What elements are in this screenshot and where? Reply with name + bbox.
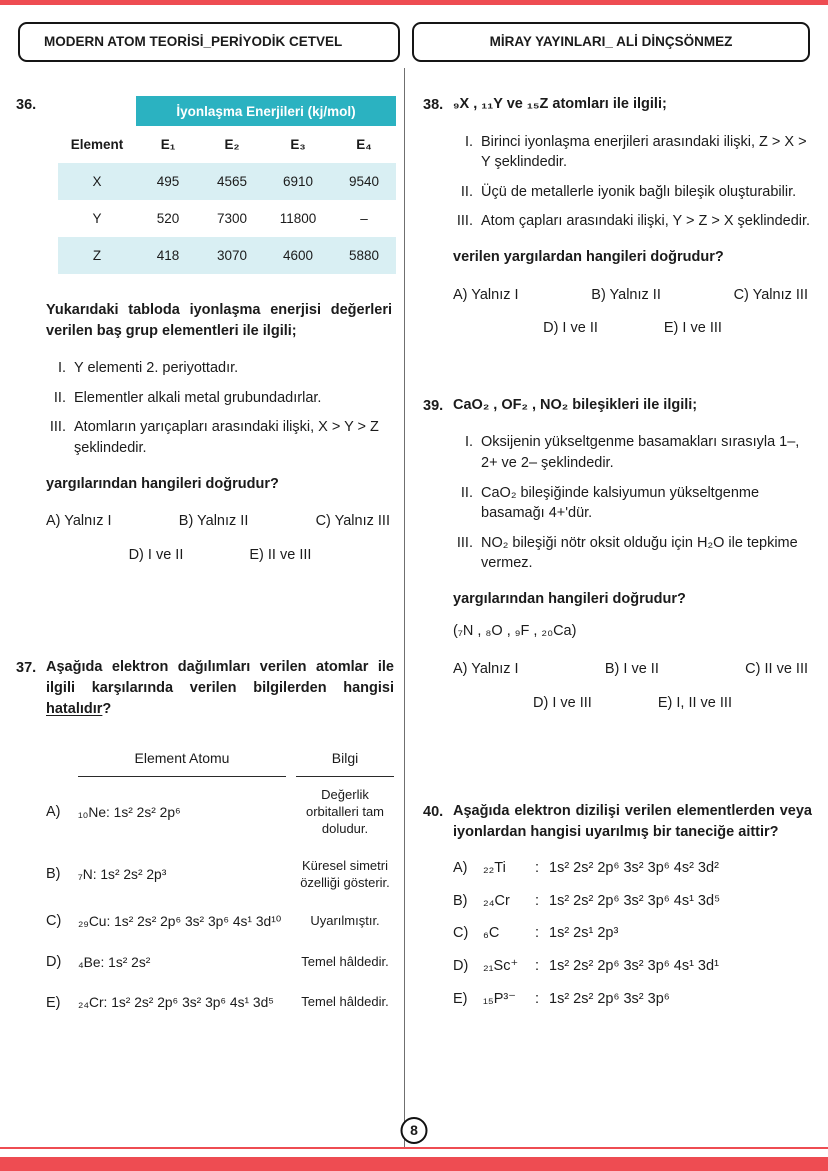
- statement-iii: [46, 417, 394, 458]
- option-letter: B): [46, 866, 61, 883]
- table-cell: 9540: [332, 163, 396, 200]
- question-39-body: [453, 395, 812, 713]
- option-b: [453, 891, 812, 912]
- page-number-badge: [401, 1117, 428, 1144]
- option-a: A) Yalnız I: [46, 513, 112, 530]
- statement-i: [453, 132, 812, 173]
- table-cell: 418: [136, 237, 200, 274]
- question-36-statements: [46, 358, 394, 458]
- header-text: Aşağıda elektron dağılımları verilen atomlar ile ilgili karşılarında verilen bilgilerden hangisi: [46, 659, 394, 696]
- statement-text: Birinci iyonlaşma enerjileri arasındaki ilişki, Z > X > Y şeklindedir.: [481, 133, 807, 171]
- bottom-thin-red-line: [0, 1147, 828, 1149]
- table-cell: Y: [58, 200, 136, 237]
- question-40: [423, 801, 812, 1009]
- question-39-statements: [453, 432, 812, 573]
- option-configuration: 1s² 2s² 2p⁶ 3s² 3p⁶ 4s² 3d²: [549, 860, 719, 877]
- statement-numeral: III.: [456, 213, 473, 230]
- statement-ii: [453, 483, 812, 524]
- option-letter: D): [46, 954, 62, 970]
- statement-text: Atom çapları arasındaki ilişki, Y > Z > X şeklindedir.: [481, 213, 811, 230]
- option-info: Uyarılmıştır.: [310, 913, 380, 929]
- table-cell: 5880: [332, 237, 396, 274]
- option-configuration: 1s² 2s¹ 2p³: [549, 925, 619, 942]
- option-c: [453, 923, 812, 944]
- table-cell: Z: [58, 237, 136, 274]
- question-36-stem: yargılarından hangileri doğrudur?: [46, 475, 279, 492]
- option-letter: E): [46, 994, 61, 1011]
- options-row-2: [453, 693, 812, 714]
- table-cell: 3070: [200, 237, 264, 274]
- two-column-layout: [0, 68, 828, 1148]
- table-header-element-atomu: Element Atomu: [78, 749, 286, 777]
- option-formula: ₂₉Cu: 1s² 2s² 2p⁶ 3s² 3p⁶ 4s¹ 3d¹⁰: [78, 913, 282, 929]
- statement-text: CaO₂ bileşiğinde kalsiyumun yükseltgenme basamağı 4+'dür.: [481, 484, 760, 522]
- question-38-number: 38.: [423, 97, 444, 114]
- option-info: Küresel simetri özelliği gösterir.: [300, 857, 390, 890]
- statement-numeral: I.: [57, 360, 66, 377]
- option-formula: ₇N: 1s² 2s² 2p³: [78, 866, 167, 882]
- left-column: [16, 68, 404, 1148]
- option-formula: ₄Be: 1s² 2s²: [78, 954, 151, 970]
- question-37-header: [46, 657, 394, 719]
- table-cell: 520: [136, 200, 200, 237]
- statement-text: Elementler alkali metal grubundadırlar.: [74, 389, 322, 406]
- page-number: 8: [410, 1121, 418, 1138]
- option-d: D) I ve III: [533, 694, 592, 711]
- electron-configuration-table: [46, 749, 394, 1023]
- option-c: C) II ve III: [745, 660, 808, 677]
- table-cell: –: [332, 200, 396, 237]
- table-header-spacer: [46, 749, 78, 777]
- statement-numeral: I.: [464, 434, 473, 451]
- statement-numeral: III.: [456, 534, 473, 551]
- option-species: ₂₄Cr: [483, 892, 510, 909]
- option-letter: C): [453, 925, 469, 942]
- header-topic-box: [18, 22, 400, 62]
- option-species: ₆C: [483, 925, 500, 942]
- table-cell: 495: [136, 163, 200, 200]
- question-36: [16, 94, 394, 565]
- statement-numeral: I.: [464, 133, 473, 150]
- question-36-options: [46, 511, 394, 565]
- table-col-header: E₃: [264, 126, 332, 163]
- question-38-statements: [453, 132, 812, 232]
- option-letter: E): [453, 990, 468, 1007]
- option-d: D) I ve II: [543, 320, 598, 337]
- table-header-bilgi: Bilgi: [296, 749, 394, 777]
- statement-text: Atomların yarıçapları arasındaki ilişki, X > Y > Z şeklindedir.: [74, 419, 379, 457]
- option-b: B) I ve II: [604, 660, 659, 677]
- option-e: [453, 989, 812, 1010]
- statement-numeral: II.: [53, 389, 66, 406]
- statement-text: Üçü de metallerle iyonik bağlı bileşik oluşturabilir.: [481, 183, 797, 200]
- statement-i: [453, 432, 812, 473]
- option-c: C) Yalnız III: [315, 513, 390, 530]
- question-36-body: [46, 94, 394, 565]
- options-row-2: [46, 545, 394, 566]
- statement-text: Y elementi 2. periyottadır.: [74, 360, 239, 377]
- table-cell: 6910: [264, 163, 332, 200]
- question-37-number: 37.: [16, 660, 37, 677]
- question-39-atomic-numbers-note: (₇N , ₈O , ₉F , ₂₀Ca): [453, 623, 577, 640]
- question-39-stem: yargılarından hangileri doğrudur?: [453, 590, 686, 607]
- header-topic-label: MODERN ATOM TEORİSİ_PERİYODİK CETVEL: [44, 34, 343, 49]
- option-c: C) Yalnız III: [733, 286, 808, 303]
- option-e: E) I ve III: [663, 320, 722, 337]
- question-40-options: [453, 858, 812, 1009]
- question-37-body: [46, 657, 394, 1023]
- option-e: E) II ve III: [249, 546, 312, 563]
- option-species: ₂₁Sc⁺: [483, 958, 519, 975]
- question-39-options: [453, 659, 812, 713]
- question-39: [423, 395, 812, 713]
- table-col-header: E₁: [136, 126, 200, 163]
- option-colon: :: [535, 860, 540, 877]
- option-e: E) I, II ve III: [657, 694, 732, 711]
- question-40-body: [453, 801, 812, 1009]
- option-letter: A): [46, 804, 61, 821]
- option-letter: C): [46, 913, 62, 930]
- option-colon: :: [535, 892, 540, 909]
- header-underlined-word: hatalıdır: [46, 700, 103, 717]
- option-a: A) Yalnız I: [453, 286, 519, 303]
- page-header: [0, 0, 828, 62]
- statement-iii: [453, 211, 812, 232]
- top-red-bar: [0, 0, 828, 5]
- option-b: B) Yalnız II: [591, 286, 661, 303]
- option-info: Değerlik orbitalleri tam doludur.: [305, 786, 385, 836]
- header-text: ?: [102, 700, 112, 717]
- question-38-header: ₉X , ₁₁Y ve ₁₅Z atomları ile ilgili;: [453, 96, 667, 113]
- table-col-header: Element: [58, 126, 136, 163]
- right-column: [405, 68, 812, 1148]
- option-b: B) Yalnız II: [178, 513, 249, 530]
- table-title: İyonlaşma Enerjileri (kj/mol): [136, 96, 396, 126]
- table-col-header: E₄: [332, 126, 396, 163]
- statement-ii: [453, 182, 812, 203]
- option-d: D) I ve II: [128, 546, 184, 563]
- option-colon: :: [535, 990, 540, 1007]
- table-col-header: E₂: [200, 126, 264, 163]
- table-cell: 11800: [264, 200, 332, 237]
- table-cell: 7300: [200, 200, 264, 237]
- question-38-body: [453, 94, 812, 339]
- table-cell: X: [58, 163, 136, 200]
- table-cell: 4600: [264, 237, 332, 274]
- statement-ii: [46, 388, 394, 409]
- option-configuration: 1s² 2s² 2p⁶ 3s² 3p⁶ 4s¹ 3d⁵: [549, 892, 721, 909]
- question-36-number: 36.: [16, 97, 37, 114]
- option-letter: B): [453, 892, 468, 909]
- option-letter: A): [453, 860, 468, 877]
- option-d: [453, 956, 812, 977]
- header-publisher-box: [412, 22, 810, 62]
- option-a: A) Yalnız I: [453, 660, 519, 677]
- option-configuration: 1s² 2s² 2p⁶ 3s² 3p⁶: [549, 990, 670, 1007]
- option-species: ₁₅P³⁻: [483, 990, 516, 1007]
- question-38: [423, 94, 812, 339]
- options-row-2: [453, 318, 812, 339]
- option-letter: D): [453, 958, 469, 975]
- option-info: Temel hâldedir.: [301, 953, 389, 969]
- statement-numeral: II.: [460, 183, 473, 200]
- statement-text: Oksijenin yükseltgenme basamakları sırasıyla 1–, 2+ ve 2– şeklindedir.: [481, 434, 800, 471]
- option-info: Temel hâldedir.: [301, 994, 389, 1010]
- statement-i: [46, 358, 394, 379]
- question-40-number: 40.: [423, 804, 444, 821]
- ionization-energy-table: [58, 96, 394, 274]
- option-a: [453, 858, 812, 879]
- bottom-red-bar: [0, 1157, 828, 1171]
- option-colon: :: [535, 958, 540, 975]
- statement-numeral: III.: [49, 419, 66, 436]
- table-corner-cell: [58, 96, 136, 126]
- question-39-header: CaO₂ , OF₂ , NO₂ bileşikleri ile ilgili;: [453, 396, 698, 413]
- option-colon: :: [535, 925, 540, 942]
- table-cell: 4565: [200, 163, 264, 200]
- options-row-1: [46, 511, 394, 532]
- statement-text: NO₂ bileşiği nötr oksit olduğu için H₂O ile tepkime vermez.: [481, 534, 798, 572]
- option-formula: ₁₀Ne: 1s² 2s² 2p⁶: [78, 804, 181, 820]
- question-39-number: 39.: [423, 397, 444, 414]
- options-row-1: [453, 285, 812, 306]
- header-publisher-label: MİRAY YAYINLARI_ ALİ DİNÇSÖNMEZ: [489, 34, 733, 49]
- option-species: ₂₂Ti: [483, 860, 506, 877]
- options-row-1: [453, 659, 812, 680]
- statement-iii: [453, 533, 812, 574]
- question-37: [16, 657, 394, 1023]
- option-configuration: 1s² 2s² 2p⁶ 3s² 3p⁶ 4s¹ 3d¹: [549, 958, 719, 975]
- statement-numeral: II.: [460, 484, 473, 501]
- question-38-stem: verilen yargılardan hangileri doğrudur?: [453, 249, 724, 266]
- option-formula: ₂₄Cr: 1s² 2s² 2p⁶ 3s² 3p⁶ 4s¹ 3d⁵: [78, 995, 274, 1011]
- question-36-intro: Yukarıdaki tabloda iyonlaşma enerjisi değerleri verilen baş grup elementleri ile ilgili;: [46, 302, 392, 339]
- question-40-header: Aşağıda elektron dizilişi verilen elementlerden veya iyonlardan hangisi uyarılmış bir taneciğe aittir?: [453, 803, 812, 840]
- question-38-options: [453, 285, 812, 339]
